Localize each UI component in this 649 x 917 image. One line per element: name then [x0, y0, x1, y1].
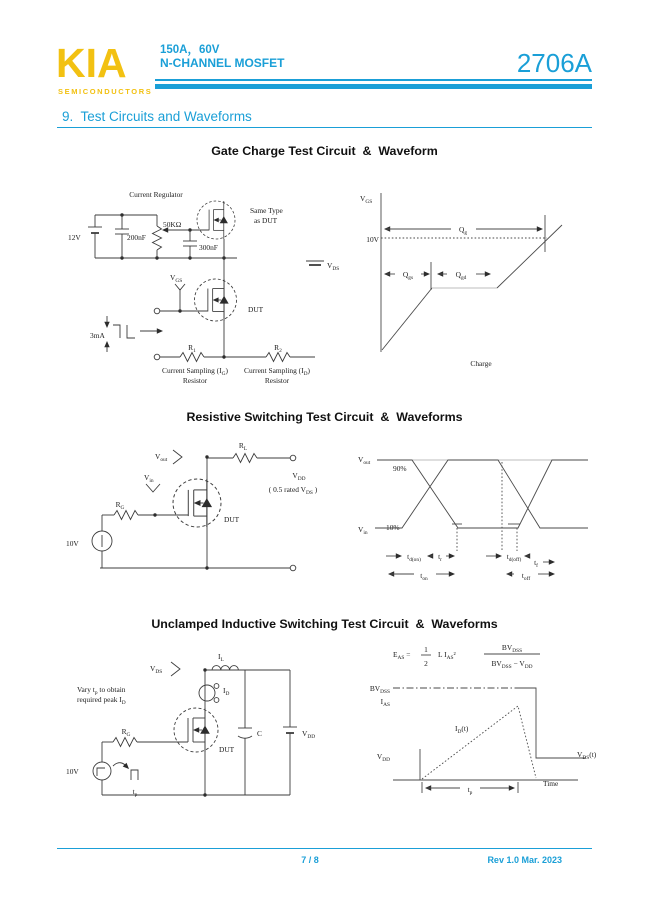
fig2-wave-toff: $t_{off}$ — [521, 571, 531, 583]
fig3-label-vdd: $V_{DD}$ — [302, 729, 316, 741]
fig2-wave-vin: $V_{in}$ — [358, 525, 368, 537]
fig3-wave-tp: $t_p$ — [467, 785, 473, 797]
fig2-wave-vout: $V_{out}$ — [358, 455, 371, 467]
eq-lhs: $E_{AS}$ = — [393, 650, 411, 662]
fig3-label-c: C — [257, 729, 262, 738]
fig1-label-r2: $R_2$ — [274, 343, 282, 355]
footer-revision: Rev 1.0 Mar. 2023 — [487, 855, 562, 865]
fig2-wave-tf: $t_f$ — [534, 558, 538, 570]
fig1-label-sampling-ig-2: Resistor — [182, 376, 208, 385]
fig2-resistive-circuit — [66, 441, 318, 571]
fig2-label-vdd-note: ( 0.5 rated $V_{DS}$ ) — [268, 485, 318, 497]
resistor-r1-symbol — [180, 353, 204, 362]
kia-logo-subtext: SEMICONDUCTORS — [58, 87, 153, 96]
part-number: 2706A — [516, 48, 592, 78]
current-probe-symbol — [199, 684, 219, 703]
resistor-rl-symbol — [233, 454, 257, 463]
vds-probe — [171, 662, 180, 676]
fig1-wave-qgd: $Q_{gd}$ — [455, 270, 467, 282]
mosfet-symbol-dut — [194, 279, 236, 321]
battery-vdd-symbol — [283, 670, 297, 795]
fig2-label-vin: $V_{in}$ — [144, 473, 154, 485]
pulse-source-10v — [92, 515, 112, 568]
fig1-label-12v: 12V — [68, 233, 81, 242]
fig1-label-dut: DUT — [248, 305, 264, 314]
fig3-label-tp: $t_p$ — [132, 787, 138, 799]
fig2-wave-10: 10% — [386, 523, 400, 532]
fig2-label-vout: $V_{out}$ — [155, 452, 168, 464]
footer-page-number: 7 / 8 — [301, 855, 319, 865]
fig1-label-50k: 50KΩ — [163, 220, 182, 229]
eq-frac-den: $BV_{DSS} - V_{DD}$ — [491, 659, 533, 671]
fig1-label-same-type-2: as DUT — [254, 216, 278, 225]
fig2-label-dut: DUT — [224, 515, 240, 524]
fig3-label-dut: DUT — [219, 745, 235, 754]
vout-probe — [173, 450, 182, 464]
fig3-wave-vdst: $V_{DS}(t)$ — [577, 750, 597, 762]
resistor-rg-symbol — [114, 511, 138, 520]
fig1-label-vds: $V_{DS}$ — [327, 261, 340, 273]
fig2-wave-90: 90% — [393, 464, 407, 473]
device-type: N-CHANNEL MOSFET — [160, 56, 285, 70]
kia-logo: KIA — [56, 40, 127, 86]
fig2-label-rg: $R_G$ — [115, 500, 125, 512]
mosfet-symbol-dut3 — [174, 708, 218, 752]
fig3-note-line1: Vary $t_p$ to obtain — [77, 685, 126, 697]
fig3-wave-idt: $I_D(t)$ — [455, 724, 469, 736]
fig3-wave-bvdss: $BV_{DSS}$ — [369, 684, 390, 696]
eq-frac-num: $BV_{DSS}$ — [501, 643, 523, 655]
eq-mid: L $I_{AS}^2$ — [438, 650, 456, 662]
fig1-wave-ylabel: $V_{GS}$ — [360, 194, 373, 206]
resistor-rg3-symbol — [113, 738, 137, 747]
fig1-gate-charge-circuit — [68, 190, 339, 385]
vds-trace — [520, 688, 586, 758]
mosfet-symbol-dut2 — [173, 479, 221, 527]
device-rating: 150A，60V — [160, 44, 220, 56]
fig1-label-sampling-ig: Current Sampling $(I_G)$ — [162, 366, 228, 378]
fig2-resistive-waveform — [358, 455, 588, 582]
fig2-title: Resistive Switching Test Circuit & Waveforms — [186, 410, 463, 424]
fig3-note-line2: required peak $I_D$ — [77, 695, 126, 707]
fig1-wave-qg: $Q_g$ — [458, 225, 468, 237]
section-title: 9. Test Circuits and Waveforms — [62, 109, 252, 124]
capacitor-300nf-symbol — [183, 230, 197, 258]
fig1-wave-10v: 10V — [366, 235, 379, 244]
inductor-symbol — [212, 666, 238, 670]
footer-rule — [57, 848, 592, 849]
fig3-wave-ias: $I_{AS}$ — [380, 697, 390, 709]
pulse-source-10v-fig3 — [93, 742, 138, 795]
fig3-uis-circuit — [66, 652, 315, 798]
fig1-wave-xlabel: Charge — [470, 359, 492, 368]
fig3-title: Unclamped Inductive Switching Test Circuit & Waveforms — [151, 617, 498, 631]
fig1-label-300nf: 300nF — [199, 243, 218, 252]
bias-3ma-symbol — [104, 316, 163, 352]
eq-half-den: 2 — [424, 659, 428, 668]
fig1-wave-qgs: $Q_{gs}$ — [402, 270, 414, 282]
fig3-label-id: $I_D$ — [223, 686, 230, 698]
vin-probe — [146, 484, 160, 492]
fig1-title: Gate Charge Test Circuit & Waveform — [211, 144, 438, 158]
fig1-label-3ma: 3mA — [90, 331, 105, 340]
qgs-qgd-arrows — [384, 262, 491, 290]
fig2-label-10v: 10V — [66, 539, 79, 548]
fig3-wave-vdd: $V_{DD}$ — [376, 752, 390, 764]
mosfet-symbol-regulator — [197, 201, 235, 239]
id-ramp-trace — [422, 706, 536, 779]
fig2-wave-tdon: $t_{d(on)}$ — [407, 552, 421, 564]
vgs-probe — [175, 284, 185, 311]
capacitor-c-symbol — [238, 670, 252, 795]
eq-half-num: 1 — [424, 645, 428, 654]
fig3-uis-waveform — [370, 643, 597, 796]
fig3-label-10v: 10V — [66, 767, 79, 776]
fig1-label-current-regulator: Current Regulator — [129, 190, 183, 199]
fig3-label-il: $I_L$ — [218, 652, 224, 664]
fig3-label-rg: $R_G$ — [121, 727, 131, 739]
fig1-label-r1: $R_1$ — [188, 343, 196, 355]
eas-equation — [393, 643, 540, 670]
fig3-wave-time: Time — [543, 779, 559, 788]
fig1-label-vgs: $V_{GS}$ — [170, 273, 183, 285]
resistor-r2-symbol — [266, 353, 290, 362]
battery-12v-symbol — [88, 215, 102, 258]
fig3-label-vds: $V_{DS}$ — [150, 664, 163, 676]
fig1-label-sampling-id-2: Resistor — [264, 376, 290, 385]
fig2-wave-tdoff: $t_{d(off)}$ — [506, 552, 522, 564]
fig1-gate-charge-waveform — [360, 193, 562, 368]
fig2-label-vdd: $V_{DD}$ — [292, 471, 306, 483]
fig1-label-200nf: 200nF — [127, 233, 146, 242]
fig1-label-same-type-1: Same Type — [250, 206, 283, 215]
vds-supply-symbol — [306, 261, 324, 265]
fig1-label-sampling-id: Current Sampling $(I_D)$ — [244, 366, 310, 378]
fig2-wave-tr: $t_r$ — [438, 552, 442, 564]
fig2-wave-ton: $t_{on}$ — [420, 571, 428, 583]
vin-trace — [375, 460, 588, 528]
fig2-label-rl: $R_L$ — [238, 441, 248, 453]
